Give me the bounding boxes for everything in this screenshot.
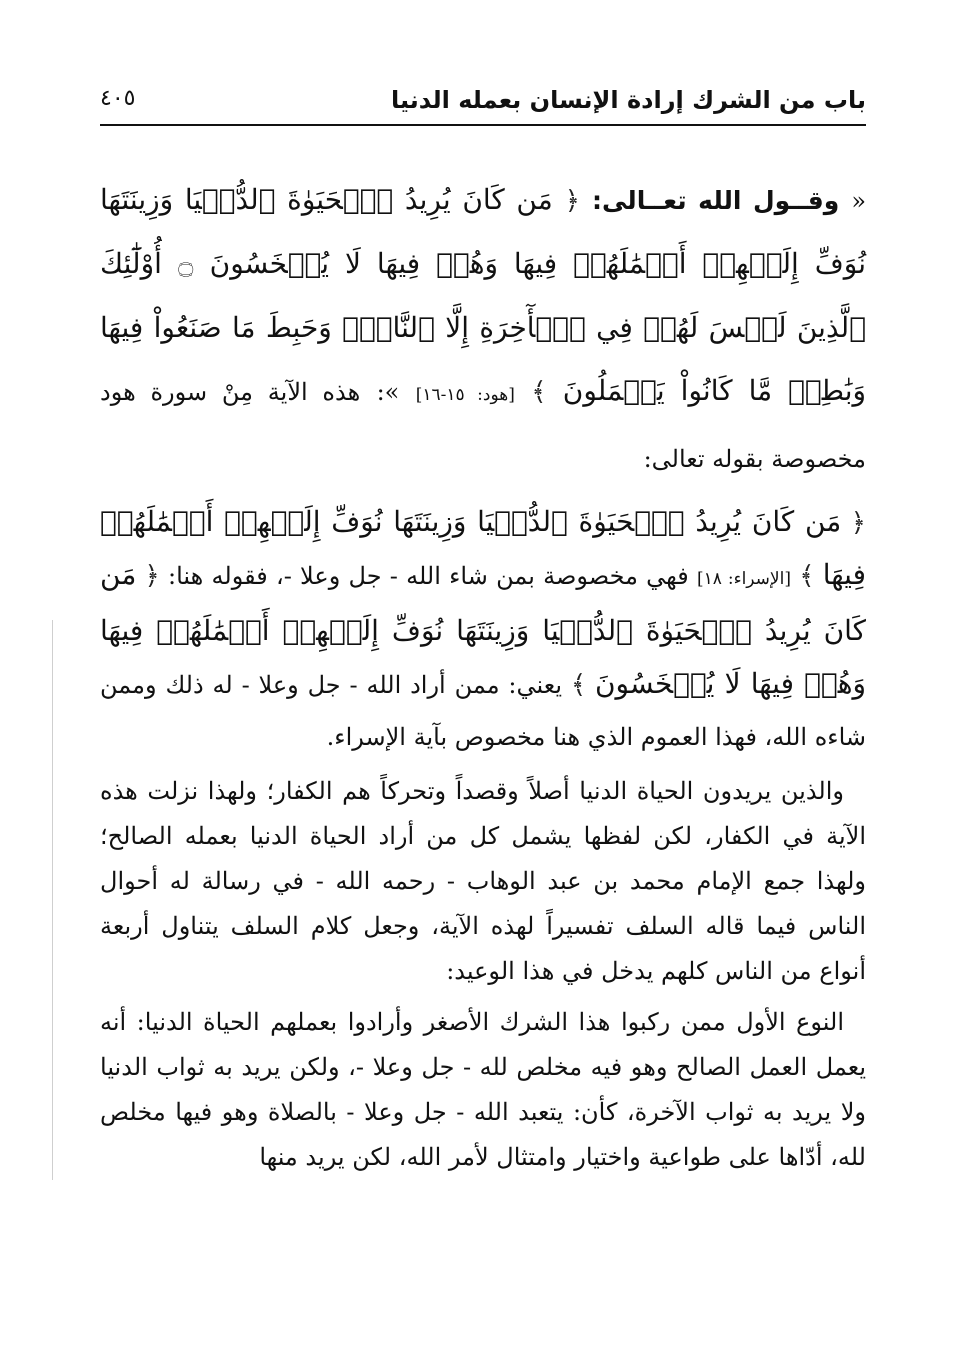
- running-header: [100, 82, 866, 122]
- paragraph-quote-hud: [100, 168, 866, 490]
- ayah-reference: [الإسراء: ١٨]: [696, 569, 791, 589]
- page-number: ٤٠٥: [100, 86, 136, 111]
- ayah-hud-16: أُوْلَٰٓئِكَ ٱلَّذِينَ لَيۡسَ لَهُمۡ فِي ٱلۡأٓخِرَةِ إِلَّا ٱلنَّارُۖ وَحَبِطَ مَا صَنَعُواْ فِيهَا وَبَٰطِلٞ مَّا كَانُواْ يَعۡمَلُونَ: [100, 247, 867, 407]
- ayah-hud-15: مَن كَانَ يُرِيدُ ٱلۡحَيَوٰةَ ٱلدُّنۡيَا وَزِينَتَهَا نُوَفِّ إِلَيۡهِمۡ أَعۡمَٰلَهُمۡ فِيهَا وَهُمۡ فِيهَا لَا يُبۡخَسُونَ: [100, 183, 867, 280]
- chapter-title: باب من الشرك إرادة الإنسان بعمله الدنيا: [390, 86, 866, 114]
- margin-line: [52, 620, 53, 1180]
- ayah-bracket-close: ﴾: [531, 377, 547, 407]
- commentary-text: هذه الآية مِنْ سورة هود مخصوصة بقوله تعالى:: [100, 378, 866, 473]
- commentary-text: يعني: ممن أراد الله - جل وعلا - له ذلك وممن شاءه الله، فهذا العموم الذي هنا مخصوص بآية الإسراء.: [100, 671, 866, 751]
- paragraph-kuffar: والذين يريدون الحياة الدنيا أصلاً وقصداً وتحركاً هم الكفار؛ ولهذا نزلت هذه الآية في الكفار، لكن لفظها يشمل كل من أراد الحياة الدنيا بعمله الصالح؛ ولهذا جمع الإمام محمد بن عبد الوهاب - رحمه الله - في رسالة له أحوال الناس فيما قاله السلف تفسيراً لهذه الآية، وجعل كلام السلف يتناول أربعة أنواع من الناس كلهم يدخل في هذا الوعيد:: [100, 777, 866, 985]
- lead-phrase: وقــول الله تعــالى:: [592, 186, 840, 215]
- ayah-bracket-open: ﴿: [850, 508, 866, 538]
- ayah-reference: [هود: ١٥-١٦]: [415, 385, 515, 405]
- header-divider: [100, 124, 866, 126]
- ayah-hud-15-repeat: مَن كَانَ يُرِيدُ ٱلۡحَيَوٰةَ ٱلدُّنۡيَا وَزِينَتَهَا نُوَفِّ إِلَيۡهِمۡ أَعۡمَٰلَهُمۡ فِيهَا وَهُمۡ فِيهَا لَا يُبۡخَسُونَ: [100, 558, 866, 700]
- ayah-bracket-close: ﴾: [799, 561, 815, 591]
- paragraph-first-type: النوع الأول ممن ركبوا هذا الشرك الأصغر وأرادوا بعملهم الحياة الدنيا: أنه يعمل العمل الصالح وهو فيه مخلص لله - جل وعلا -، ولكن يريد به ثواب الدنيا ولا يريد به ثواب الآخرة، كأن: يتعبد الله - جل وعلا - بالصلاة وهو فيها مخلص لله، أدّاها على طواعية واختيار وامتثال لأمر الله، لكن يريد منها: [100, 1008, 866, 1171]
- ayah-bracket-open: ﴿: [144, 561, 160, 591]
- ayah-bracket-open: ﴿: [564, 186, 580, 216]
- ayah-separator-icon: ۝: [178, 250, 194, 280]
- open-quote: «: [851, 187, 867, 215]
- commentary-text: فهي مخصوصة بمن شاء الله - جل وعلا -، فقوله هنا:: [168, 562, 689, 590]
- ayah-bracket-close: ﴾: [570, 670, 587, 700]
- page-body: [100, 168, 866, 1186]
- close-quote: »:: [376, 378, 400, 406]
- ayah-isra-18: مَن كَانَ يُرِيدُ ٱلۡحَيَوٰةَ ٱلدُّنۡيَا وَزِينَتَهَا نُوَفِّ إِلَيۡهِمۡ أَعۡمَٰلَهُمۡ فِيهَا: [100, 505, 866, 591]
- paragraph-isra: [100, 496, 866, 763]
